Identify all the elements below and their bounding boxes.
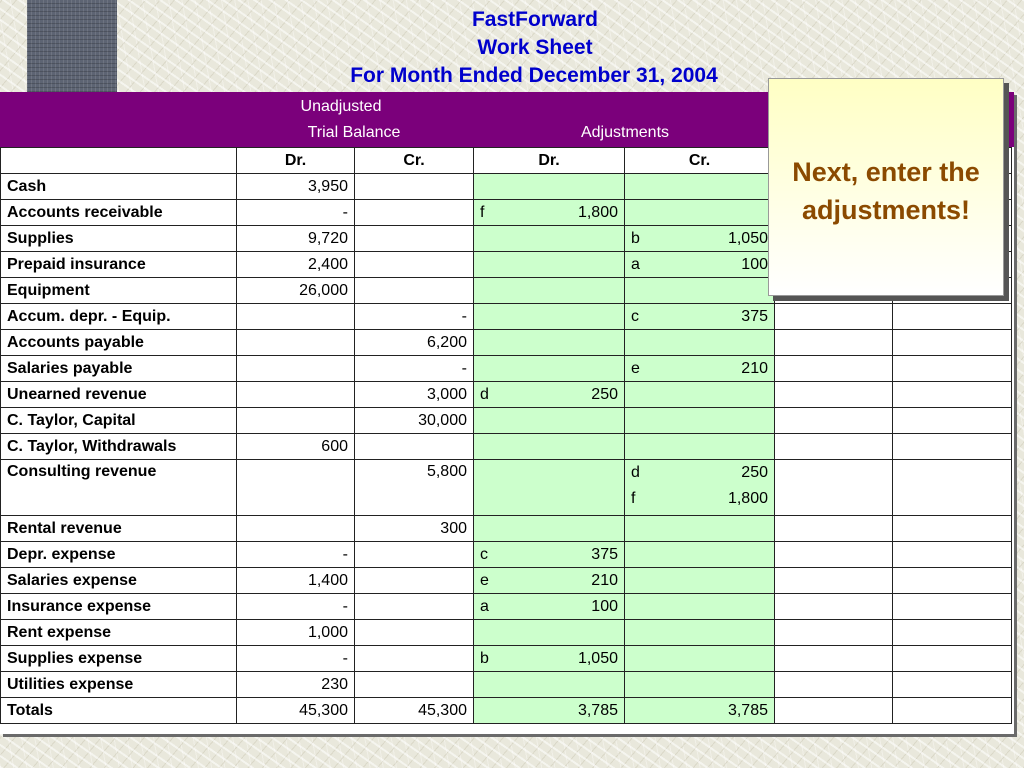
- extra-column-cell: [775, 672, 893, 698]
- account-name: Accounts receivable: [1, 200, 237, 226]
- account-name: Insurance expense: [1, 594, 237, 620]
- adjustment-amount: 250: [591, 385, 618, 403]
- adjustment-amount: 250: [741, 464, 768, 481]
- unadj-dr-cell: [237, 408, 355, 434]
- adj-dr-cell: [474, 304, 625, 330]
- unadj-cr-cell: 5,800: [355, 460, 474, 516]
- extra-column-cell: [893, 304, 1012, 330]
- unadj-dr-cell: 2,400: [237, 252, 355, 278]
- table-row: [1, 356, 1012, 382]
- adj-cr-cell: [625, 434, 775, 460]
- table-row: [1, 408, 1012, 434]
- adjustment-amount: 3,785: [577, 701, 618, 719]
- unadj-dr-cell: [237, 356, 355, 382]
- extra-column-cell: [775, 408, 893, 434]
- adjustment-amount: 3,785: [727, 701, 768, 719]
- adj-cr-cell: [625, 594, 775, 620]
- adj-dr-header: Dr.: [474, 148, 625, 174]
- adj-cr-cell: [625, 278, 775, 304]
- adj-cr-cell: [625, 646, 775, 672]
- extra-column-cell: [893, 646, 1012, 672]
- extra-column-cell: [893, 408, 1012, 434]
- dr-header: Dr.: [237, 148, 355, 174]
- account-name: Accounts payable: [1, 330, 237, 356]
- table-row: [1, 304, 1012, 330]
- table-row: [1, 568, 1012, 594]
- adj-dr-cell: [474, 460, 625, 516]
- table-row: [1, 698, 1012, 724]
- adj-cr-cell: [625, 382, 775, 408]
- unadj-cr-cell: 6,200: [355, 330, 474, 356]
- adj-cr-cell: [625, 226, 775, 252]
- unadj-dr-cell: 9,720: [237, 226, 355, 252]
- adj-dr-cell: [474, 594, 625, 620]
- extra-column-cell: [893, 516, 1012, 542]
- account-name: Supplies: [1, 226, 237, 252]
- account-name: Totals: [1, 698, 237, 724]
- adj-dr-cell: [474, 382, 625, 408]
- account-name: Salaries payable: [1, 356, 237, 382]
- account-name: Consulting revenue: [1, 460, 237, 516]
- extra-column-cell: [893, 594, 1012, 620]
- adjustment-amount: 1,800: [727, 490, 768, 507]
- extra-column-cell: [775, 356, 893, 382]
- adj-dr-cell: [474, 646, 625, 672]
- unadj-dr-cell: -: [237, 646, 355, 672]
- account-name: Unearned revenue: [1, 382, 237, 408]
- account-name: C. Taylor, Capital: [1, 408, 237, 434]
- trial-balance-label: Trial Balance: [307, 124, 401, 141]
- unadj-cr-cell: 300: [355, 516, 474, 542]
- unadj-cr-cell: [355, 568, 474, 594]
- adjustment-letter: e: [480, 571, 489, 589]
- account-name: Rent expense: [1, 620, 237, 646]
- extra-column-cell: [775, 646, 893, 672]
- extra-column-cell: [893, 434, 1012, 460]
- adj-dr-cell: [474, 252, 625, 278]
- cr-header: Cr.: [355, 148, 474, 174]
- adjustment-amount: 210: [741, 359, 768, 377]
- unadj-dr-cell: -: [237, 542, 355, 568]
- unadj-dr-cell: [237, 382, 355, 408]
- adjustment-letter: f: [480, 203, 485, 221]
- account-name: Salaries expense: [1, 568, 237, 594]
- adj-cr-cell: [625, 408, 775, 434]
- unadj-cr-cell: [355, 672, 474, 698]
- adjustment-amount: 375: [591, 545, 618, 563]
- adjustment-letter: b: [480, 649, 489, 667]
- adjustment-amount: 100: [741, 255, 768, 273]
- table-row: [1, 672, 1012, 698]
- extra-column-cell: [775, 698, 893, 724]
- account-name: Equipment: [1, 278, 237, 304]
- adj-cr-cell: [625, 568, 775, 594]
- adj-cr-cell: [625, 516, 775, 542]
- table-row: [1, 460, 1012, 516]
- extra-column-cell: [893, 356, 1012, 382]
- adj-cr-cell: [625, 174, 775, 200]
- extra-column-cell: [775, 330, 893, 356]
- unadj-dr-cell: 1,000: [237, 620, 355, 646]
- extra-column-cell: [775, 542, 893, 568]
- extra-column-cell: [893, 698, 1012, 724]
- extra-column-cell: [775, 516, 893, 542]
- unadj-cr-cell: [355, 542, 474, 568]
- adjustment-letter: c: [480, 545, 488, 563]
- adj-dr-cell: [474, 672, 625, 698]
- adjustment-letter: f: [631, 490, 636, 507]
- unadj-dr-cell: 1,400: [237, 568, 355, 594]
- extra-column-cell: [893, 542, 1012, 568]
- adj-dr-cell: [474, 226, 625, 252]
- account-name: Cash: [1, 174, 237, 200]
- adj-cr-cell: [625, 620, 775, 646]
- unadj-dr-cell: -: [237, 594, 355, 620]
- adj-cr-cell: [625, 252, 775, 278]
- extra-column-cell: [775, 594, 893, 620]
- callout-note: [768, 78, 1004, 296]
- unadjusted-label: Unadjusted: [300, 98, 382, 115]
- unadj-cr-cell: 30,000: [355, 408, 474, 434]
- unadj-cr-cell: [355, 252, 474, 278]
- adjustment-amount: 375: [741, 307, 768, 325]
- extra-column-cell: [893, 460, 1012, 516]
- unadj-dr-cell: [237, 330, 355, 356]
- extra-column-cell: [893, 330, 1012, 356]
- table-row: [1, 382, 1012, 408]
- unadj-cr-cell: [355, 620, 474, 646]
- account-header: [1, 148, 237, 174]
- account-name: Depr. expense: [1, 542, 237, 568]
- account-name: Prepaid insurance: [1, 252, 237, 278]
- table-row: [1, 330, 1012, 356]
- adjustment-letter: a: [480, 597, 489, 615]
- period-title: For Month Ended December 31, 2004: [350, 64, 718, 87]
- unadj-dr-cell: 26,000: [237, 278, 355, 304]
- unadj-dr-cell: -: [237, 200, 355, 226]
- adj-dr-cell: [474, 278, 625, 304]
- unadj-dr-cell: 230: [237, 672, 355, 698]
- adjustment-letter: c: [631, 307, 639, 325]
- adjustments-label: Adjustments: [580, 124, 670, 141]
- adjustment-letter: d: [631, 464, 640, 481]
- account-name: Supplies expense: [1, 646, 237, 672]
- adj-dr-cell: [474, 200, 625, 226]
- extra-column-cell: [893, 382, 1012, 408]
- unadj-dr-cell: 45,300: [237, 698, 355, 724]
- adj-dr-cell: [474, 516, 625, 542]
- adj-dr-cell: [474, 620, 625, 646]
- adj-dr-cell: [474, 434, 625, 460]
- adj-cr-cell: [625, 304, 775, 330]
- account-name: C. Taylor, Withdrawals: [1, 434, 237, 460]
- table-row: [1, 594, 1012, 620]
- unadj-cr-cell: -: [355, 356, 474, 382]
- unadj-dr-cell: 600: [237, 434, 355, 460]
- table-row: [1, 516, 1012, 542]
- table-row: [1, 434, 1012, 460]
- adj-cr-cell: [625, 330, 775, 356]
- extra-column-cell: [775, 460, 893, 516]
- account-name: Accum. depr. - Equip.: [1, 304, 237, 330]
- extra-column-cell: [775, 568, 893, 594]
- adj-dr-cell: [474, 330, 625, 356]
- account-name: Rental revenue: [1, 516, 237, 542]
- account-name: Utilities expense: [1, 672, 237, 698]
- unadj-cr-cell: [355, 200, 474, 226]
- report-title: Work Sheet: [477, 36, 593, 59]
- unadj-cr-cell: [355, 434, 474, 460]
- extra-column-cell: [775, 434, 893, 460]
- unadj-cr-cell: 3,000: [355, 382, 474, 408]
- table-row: [1, 542, 1012, 568]
- adjustment-letter: b: [631, 229, 640, 247]
- adjustment-letter: a: [631, 255, 640, 273]
- adj-dr-cell: [474, 542, 625, 568]
- extra-column-cell: [893, 568, 1012, 594]
- adj-cr-cell: [625, 460, 775, 516]
- adj-dr-cell: [474, 174, 625, 200]
- adj-cr-cell: [625, 542, 775, 568]
- unadj-cr-cell: [355, 226, 474, 252]
- unadj-cr-cell: [355, 594, 474, 620]
- adjustment-amount: 1,800: [577, 203, 618, 221]
- unadj-cr-cell: [355, 646, 474, 672]
- callout-text: Next, enter the adjustments!: [792, 157, 980, 225]
- adjustment-amount: 100: [591, 597, 618, 615]
- adjustment-amount: 1,050: [727, 229, 768, 247]
- extra-column-cell: [775, 382, 893, 408]
- adj-cr-header: Cr.: [625, 148, 775, 174]
- adj-cr-cell: [625, 672, 775, 698]
- adj-dr-cell: [474, 408, 625, 434]
- adj-dr-cell: [474, 356, 625, 382]
- adj-cr-cell: [625, 698, 775, 724]
- extra-column-cell: [775, 304, 893, 330]
- extra-column-cell: [775, 620, 893, 646]
- unadj-cr-cell: 45,300: [355, 698, 474, 724]
- adjustment-amount: 210: [591, 571, 618, 589]
- unadj-cr-cell: [355, 278, 474, 304]
- table-row: [1, 620, 1012, 646]
- unadj-dr-cell: [237, 304, 355, 330]
- adj-cr-cell: [625, 356, 775, 382]
- unadj-cr-cell: [355, 174, 474, 200]
- adjustment-letter: d: [480, 385, 489, 403]
- unadj-dr-cell: [237, 516, 355, 542]
- adj-dr-cell: [474, 698, 625, 724]
- adjustment-amount: 1,050: [577, 649, 618, 667]
- unadj-dr-cell: [237, 460, 355, 516]
- adj-cr-cell: [625, 200, 775, 226]
- adjustment-letter: e: [631, 359, 640, 377]
- extra-column-cell: [893, 672, 1012, 698]
- extra-column-cell: [893, 620, 1012, 646]
- company-title: FastForward: [471, 8, 599, 31]
- unadj-dr-cell: 3,950: [237, 174, 355, 200]
- table-row: [1, 646, 1012, 672]
- adj-dr-cell: [474, 568, 625, 594]
- unadj-cr-cell: -: [355, 304, 474, 330]
